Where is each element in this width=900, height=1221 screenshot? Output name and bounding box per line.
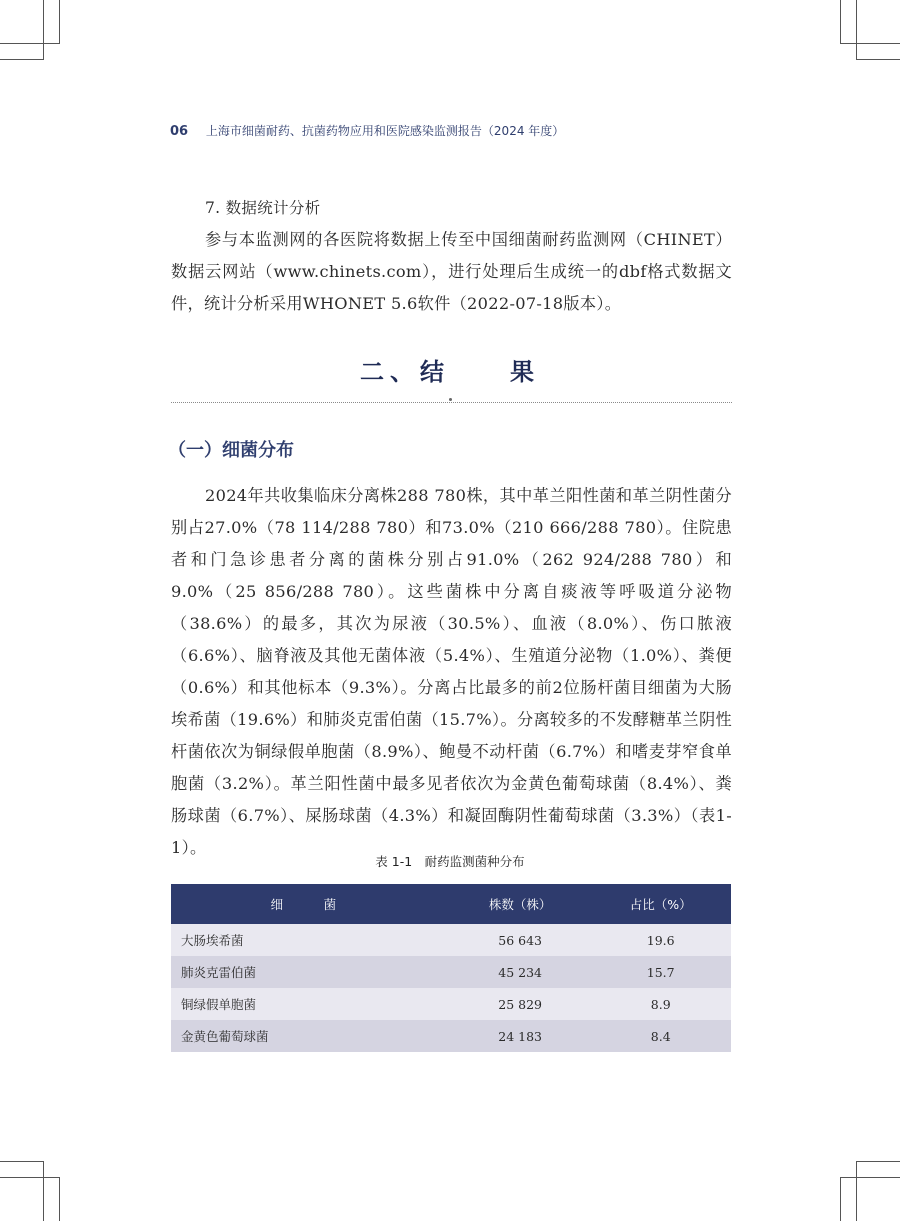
running-header — [170, 122, 564, 139]
crop-mark — [856, 1161, 857, 1221]
cell-count: 25 829 — [450, 988, 591, 1020]
header-count: 株数（株） — [450, 884, 591, 924]
crop-mark — [0, 43, 60, 44]
cell-bacteria: 铜绿假单胞菌 — [171, 988, 450, 1020]
cell-count: 45 234 — [450, 956, 591, 988]
crop-mark — [0, 59, 44, 60]
table-row — [171, 924, 731, 956]
crop-mark — [59, 1177, 60, 1221]
divider-ornament — [449, 398, 452, 401]
cell-percent: 8.9 — [590, 988, 731, 1020]
table-row — [171, 1020, 731, 1052]
page-number: 06 — [170, 124, 189, 139]
cell-percent: 19.6 — [590, 924, 731, 956]
table-row — [171, 988, 731, 1020]
section-7-paragraph: 参与本监测网的各医院将数据上传至中国细菌耐药监测网（CHINET）数据云网站（www.chinets.com），进行处理后生成统一的dbf格式数据文件，统计分析采用WHONET 5.6软件（2022-07-18版本）。 — [171, 230, 732, 313]
crop-mark — [856, 1161, 900, 1162]
results-paragraph: 2024年共收集临床分离株288 780株，其中革兰阳性菌和革兰阴性菌分别占27.0%（78 114/288 780）和73.0%（210 666/288 780）。住院患者和门急诊患者分离的菌株分别占91.0%（262 924/288 780）和9.0%（25 856/288 780）。这些菌株中分离自痰液等呼吸道分泌物（38.6%）的最多，其次为尿液（30.5%）、血液（8.0%）、伤口脓液（6.6%）、脑脊液及其他无菌体液（5.4%）、生殖道分泌物（1.0%）、粪便（0.6%）和其他标本（9.3%）。分离占比最多的前2位肠杆菌目细菌为大肠埃希菌（19.6%）和肺炎克雷伯菌（15.7%）。分离较多的不发酵糖革兰阴性杆菌依次为铜绿假单胞菌（8.9%）、鲍曼不动杆菌（6.7%）和嗜麦芽窄食单胞菌（3.2%）。革兰阳性菌中最多见者依次为金黄色葡萄球菌（8.4%）、粪肠球菌（6.7%）、屎肠球菌（4.3%）和凝固酶阴性葡萄球菌（3.3%）（表1-1）。 — [171, 486, 732, 857]
chapter-title: 二、结 果 — [360, 358, 540, 386]
crop-mark — [43, 0, 44, 60]
crop-mark — [840, 1177, 900, 1178]
cell-count: 56 643 — [450, 924, 591, 956]
crop-mark — [840, 0, 841, 44]
cell-percent: 8.4 — [590, 1020, 731, 1052]
crop-mark — [0, 1177, 60, 1178]
crop-mark — [43, 1161, 44, 1221]
cell-count: 24 183 — [450, 1020, 591, 1052]
report-title: 上海市细菌耐药、抗菌药物应用和医院感染监测报告（2024 年度） — [205, 124, 565, 138]
crop-mark — [856, 0, 857, 60]
results-text — [171, 480, 732, 864]
header-bacteria: 细 菌 — [171, 884, 450, 924]
header-percent: 占比（%） — [590, 884, 731, 924]
crop-mark — [856, 59, 900, 60]
bacteria-distribution-table — [171, 884, 731, 1052]
chapter-divider — [171, 402, 732, 403]
cell-bacteria: 大肠埃希菌 — [171, 924, 450, 956]
section-7-title: 7. 数据统计分析 — [205, 199, 321, 217]
crop-mark — [59, 0, 60, 44]
table-header-row — [171, 884, 731, 924]
cell-percent: 15.7 — [590, 956, 731, 988]
table-caption: 表 1-1 耐药监测菌种分布 — [375, 854, 525, 869]
crop-mark — [840, 43, 900, 44]
section-7 — [171, 192, 732, 320]
subsection-title: （一）细菌分布 — [168, 440, 294, 461]
crop-mark — [840, 1177, 841, 1221]
cell-bacteria: 金黄色葡萄球菌 — [171, 1020, 450, 1052]
table-row — [171, 956, 731, 988]
crop-mark — [0, 1161, 44, 1162]
cell-bacteria: 肺炎克雷伯菌 — [171, 956, 450, 988]
